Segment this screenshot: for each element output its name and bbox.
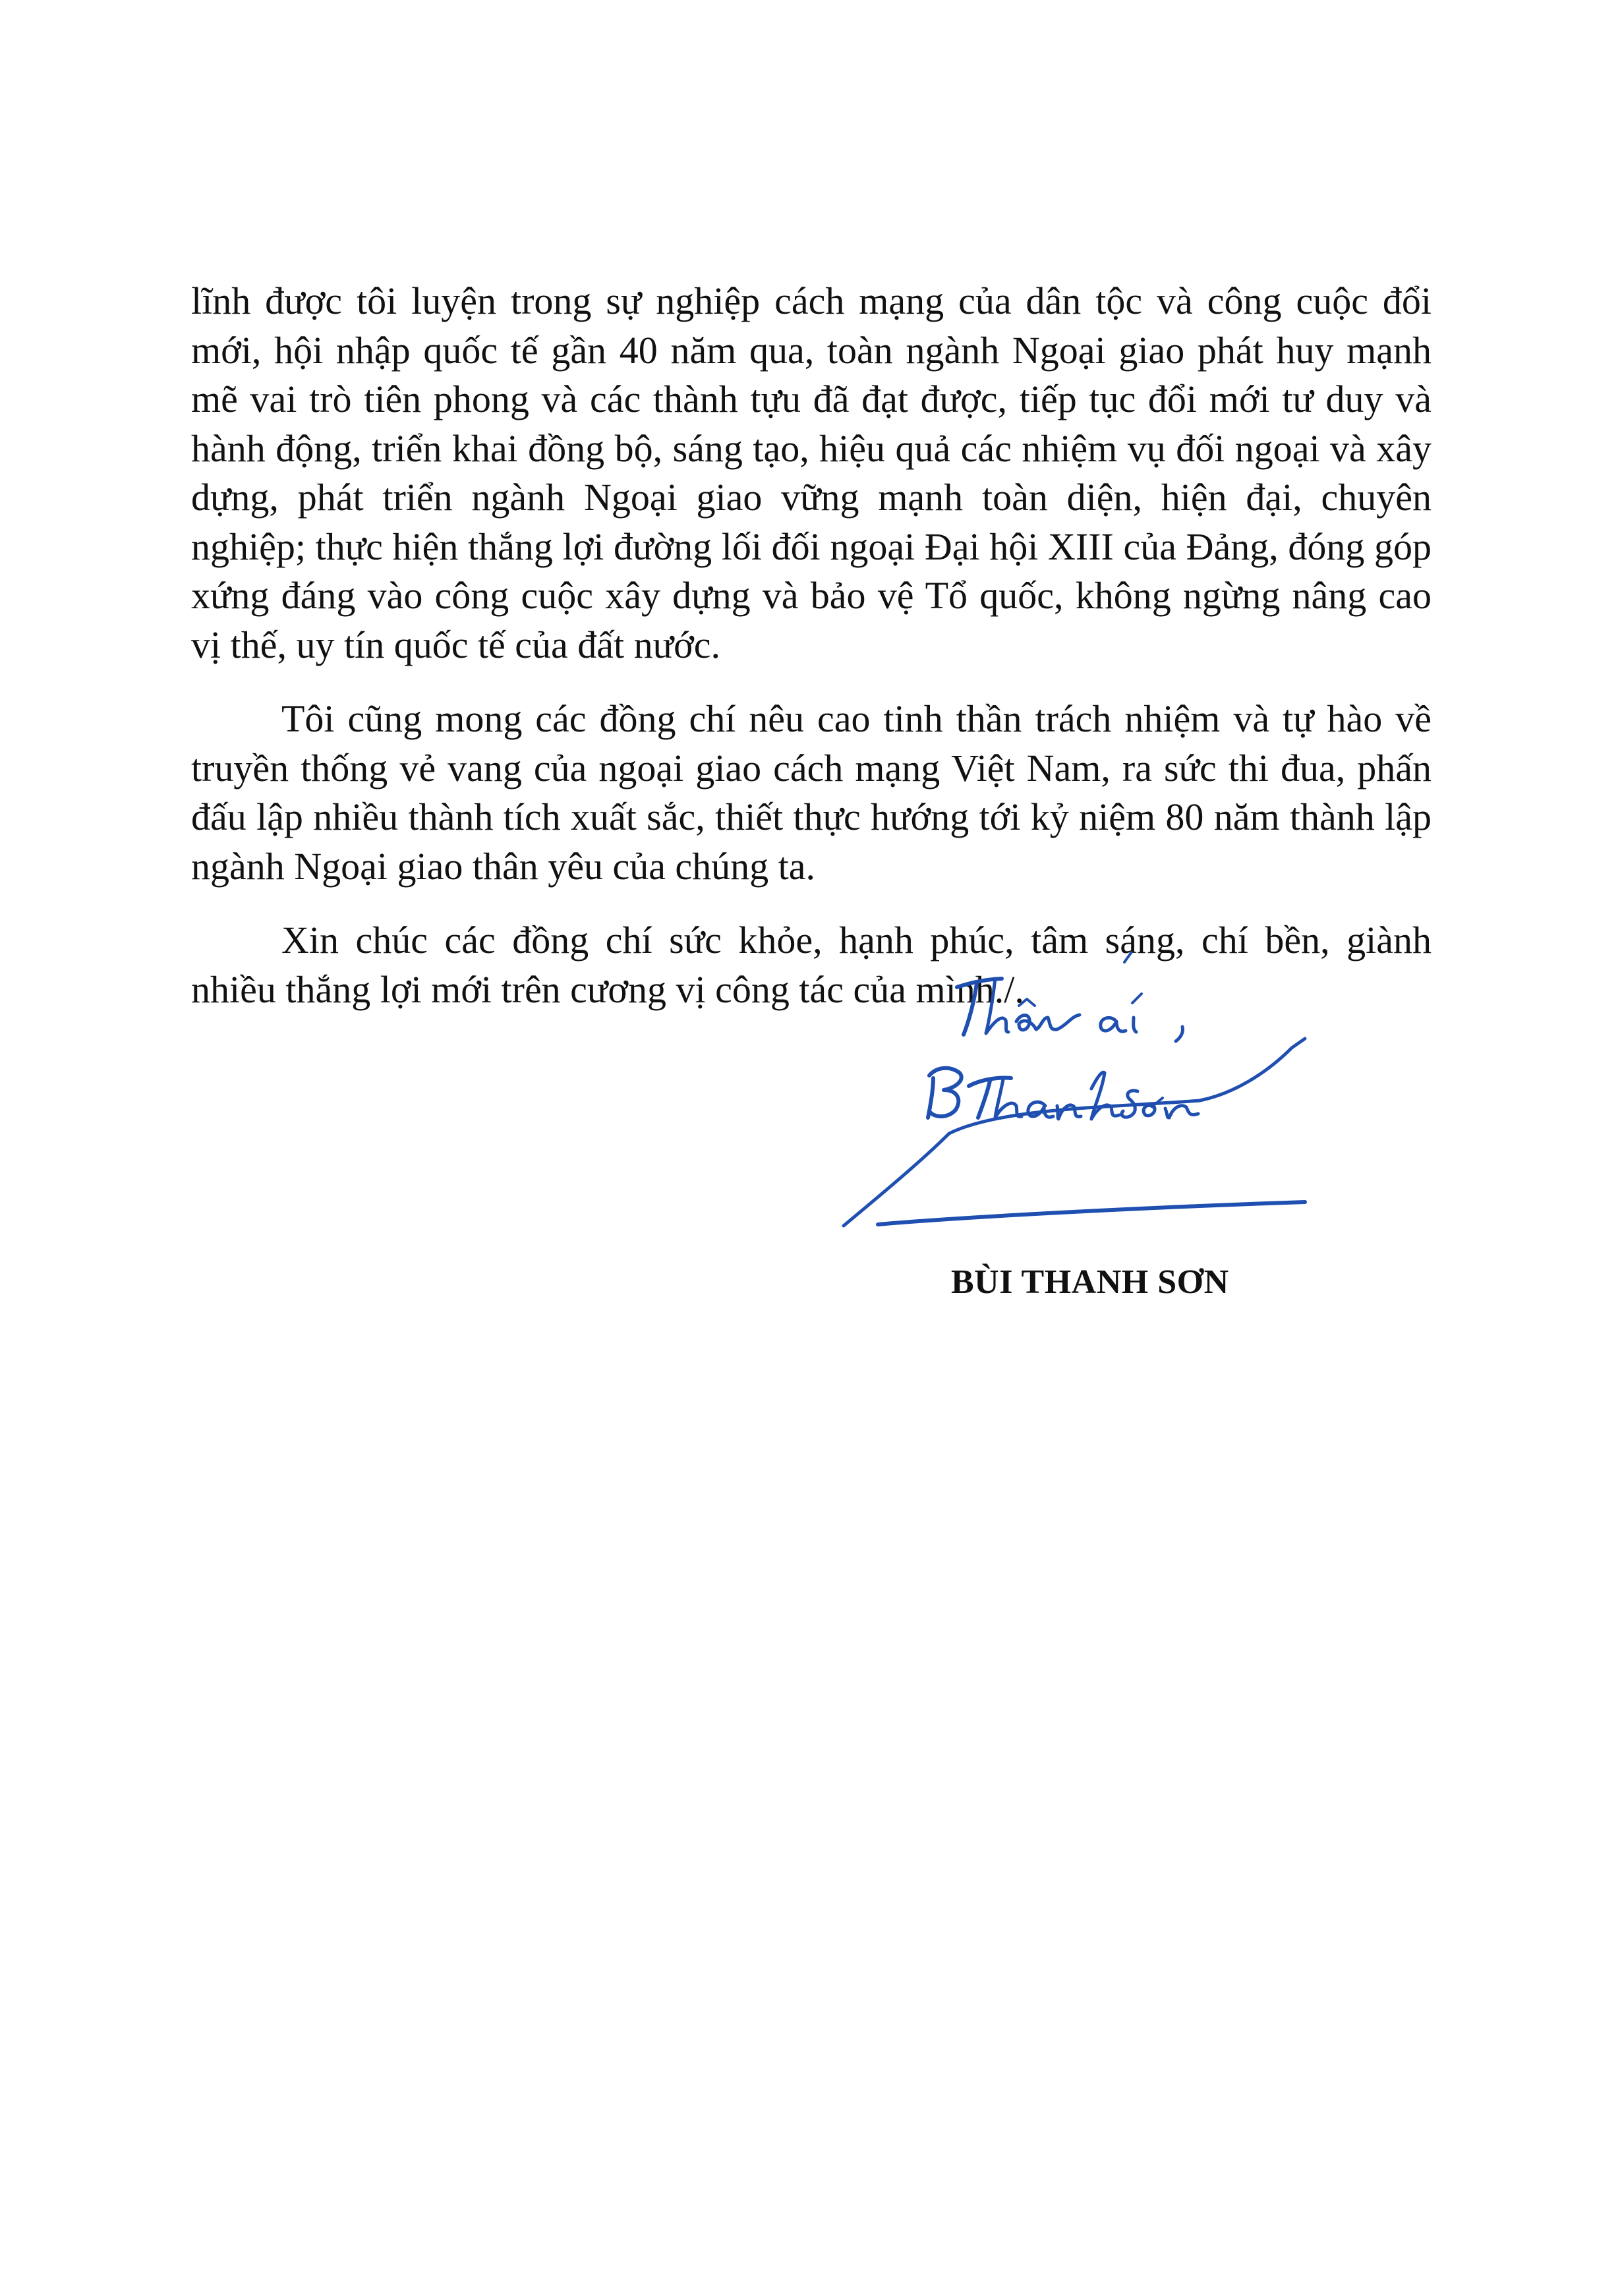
name-stroke xyxy=(995,1079,1022,1118)
closing-stroke xyxy=(1132,994,1142,1003)
closing-stroke xyxy=(1016,1015,1080,1030)
closing-stroke xyxy=(1176,1027,1183,1041)
closing-stroke xyxy=(1124,953,1131,962)
name-stroke xyxy=(1143,1105,1155,1115)
paragraph-continuation: lĩnh được tôi luyện trong sự nghiệp cách mạng của dân tộc và công cuộc đổi mới, hội nhập quốc tế gần 40 năm qua, toàn ngành Ngoại giao phát huy mạnh mẽ vai trò tiên phong và các thành tựu đã đạt được, tiếp tục đổi mới tư duy và hành động, triển khai đồng bộ, sáng tạo, hiệu quả các nhiệm vụ đối ngoại và xây dựng, phát triển ngành Ngoại giao vững mạnh toàn diện, hiện đại, chuyên nghiệp; thực hiện thắng lợi đường lối đối ngoại Đại hội XIII của Đảng, đóng góp xứng đáng vào công cuộc xây dựng và bảo vệ Tổ quốc, không ngừng nâng cao vị thế, uy tín quốc tế của đất nước. xyxy=(191,279,1432,666)
closing-stroke xyxy=(964,983,977,1035)
paragraph-hope: Tôi cũng mong các đồng chí nêu cao tinh thần trách nhiệm và tự hào về truyền thống vẻ vang của ngoại giao cách mạng Việt Nam, ra sức thi đua, phấn đấu lập nhiều thành tích xuất sắc, thiết thực hướng tới kỷ niệm 80 năm thành lập ngành Ngoại giao thân yêu của chúng ta. xyxy=(191,697,1432,888)
name-stroke xyxy=(928,1078,933,1118)
name-stroke xyxy=(1165,1106,1198,1118)
signer-name: BÙI THANH SƠN xyxy=(951,1263,1229,1301)
closing-stroke xyxy=(986,979,1008,1033)
closing-stroke xyxy=(1019,999,1035,1006)
name-stroke xyxy=(844,1039,1305,1226)
closing-stroke xyxy=(1101,1018,1126,1031)
signature-drawing xyxy=(804,949,1463,1239)
name-stroke xyxy=(978,1081,990,1118)
name-stroke xyxy=(878,1202,1305,1224)
name-stroke xyxy=(1091,1072,1119,1119)
letter-body xyxy=(191,277,1432,1014)
closing-stroke xyxy=(1134,1018,1136,1032)
handwritten-signature xyxy=(804,949,1463,1239)
paragraph-wishes: Xin chúc các đồng chí sức khỏe, hạnh phúc, tâm sáng, chí bền, giành nhiều thắng lợi mới trên cương vị công tác của mình./. xyxy=(191,919,1432,1011)
